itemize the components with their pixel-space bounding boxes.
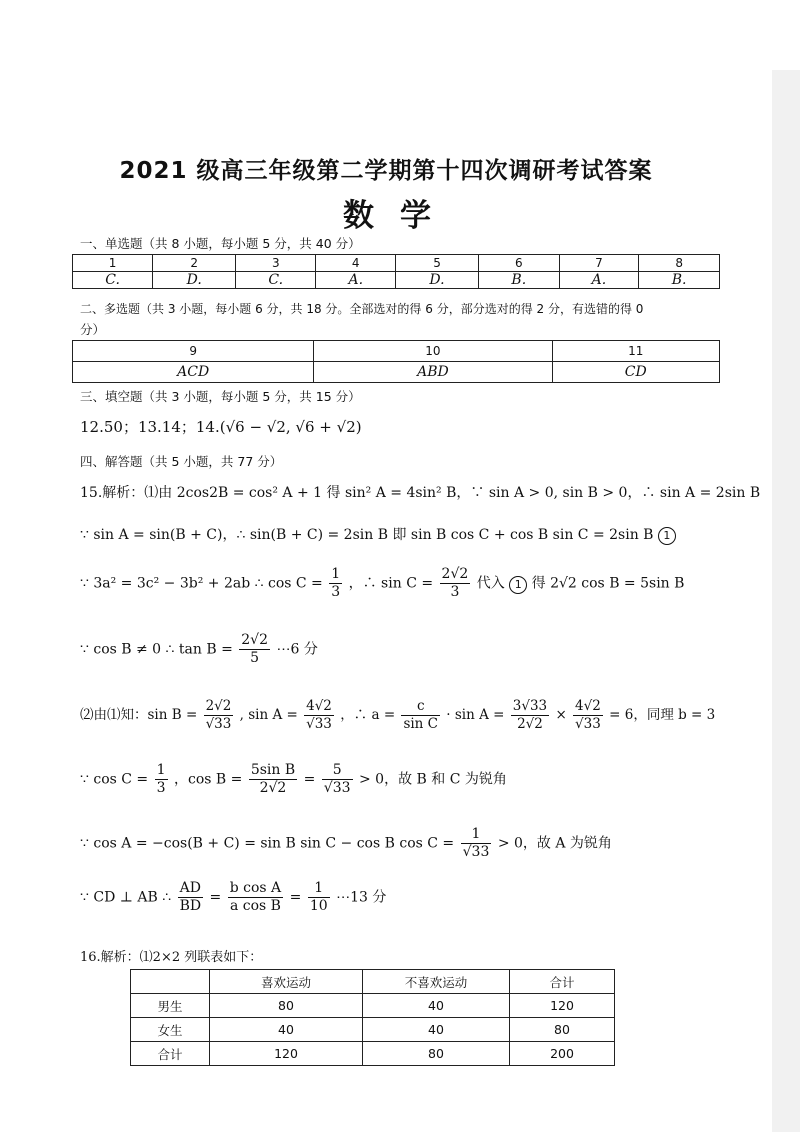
table-cell: 200 <box>510 1042 615 1066</box>
table-cell: 120 <box>210 1042 363 1066</box>
answer-cell: A. <box>316 272 396 289</box>
q15-line-5-part: × <box>555 707 567 723</box>
answer-cell: D. <box>396 272 479 289</box>
fraction <box>204 698 234 733</box>
q15-line-6-part: ∵ cos C = <box>80 771 149 788</box>
denominator: 2√2 <box>259 780 287 796</box>
fraction <box>228 880 283 915</box>
fraction <box>304 698 334 733</box>
numerator: c <box>401 698 440 716</box>
table-row <box>131 970 615 994</box>
answer-cell: ABD <box>314 362 552 383</box>
numerator: 4√2 <box>575 698 601 714</box>
q15-line-6-part: ，cos B = <box>173 771 243 788</box>
numerator: AD <box>178 880 204 898</box>
q15-line-1: 15.解析：⑴由 2cos2B = cos² A + 1 得 sin² A = 4sin² B，∵ sin A > 0, sin B > 0，∴ sin A = 2sin B <box>80 485 761 501</box>
q15-line-5-part: = 6，同理 b = 3 <box>609 707 716 723</box>
question-number: 1 <box>73 255 153 272</box>
answer-cell: B. <box>478 272 559 289</box>
q15-line-5 <box>80 698 715 733</box>
table-row <box>73 272 720 289</box>
numerator: 2√2 <box>205 698 232 714</box>
table-header-cell: 喜欢运动 <box>210 970 363 994</box>
fraction <box>440 566 471 601</box>
denominator: sin C <box>403 716 438 732</box>
answer-cell: B. <box>639 272 720 289</box>
contingency-table <box>130 969 615 1066</box>
denominator: a cos B <box>229 898 281 914</box>
fraction <box>461 826 492 861</box>
q15-line-5-part: ，∴ a = <box>340 707 396 723</box>
denominator: √33 <box>462 844 490 860</box>
table-header-cell: 不喜欢运动 <box>363 970 510 994</box>
numerator: 1 <box>331 566 341 582</box>
table-header-cell: 合计 <box>510 970 615 994</box>
question-number: 5 <box>396 255 479 272</box>
fraction <box>178 880 204 915</box>
table-row <box>73 255 720 272</box>
fraction <box>239 632 270 667</box>
fraction <box>329 566 342 601</box>
answer-cell: C. <box>73 272 153 289</box>
answer-cell: C. <box>236 272 316 289</box>
question-number: 9 <box>73 341 314 362</box>
section2-header: 二、多选题（共 3 小题，每小题 6 分，共 18 分。全部选对的得 6 分，部分选对的得 2 分，有选错的得 0 <box>80 302 644 316</box>
table-header-cell <box>131 970 210 994</box>
q15-line-6-part: > 0，故 B 和 C 为锐角 <box>358 771 507 788</box>
fraction <box>401 698 440 733</box>
table-row <box>73 341 720 362</box>
q15-line-3-part: ，∴ sin C = <box>348 575 434 592</box>
fraction <box>249 762 297 797</box>
fill-blank-answers: 12.50；13.14；14.(√6 − √2, √6 + √2) <box>80 418 362 436</box>
q15-line-4-part: ∵ cos B ≠ 0 ∴ tan B = <box>80 641 233 658</box>
table-row <box>131 1018 615 1042</box>
numerator: 1 <box>308 880 330 898</box>
q15-line-4 <box>80 632 318 667</box>
question-number: 2 <box>153 255 236 272</box>
table-cell: 女生 <box>131 1018 210 1042</box>
table-cell: 80 <box>210 994 363 1018</box>
q15-line-3-part: 得 2√2 cos B = 5sin B <box>531 575 685 592</box>
question-number: 6 <box>478 255 559 272</box>
q15-line-2-text: ∵ sin A = sin(B + C)，∴ sin(B + C) = 2sin B 即 sin B cos C + cos B sin C = 2sin B <box>80 527 654 543</box>
fraction <box>308 880 330 915</box>
denominator: 3 <box>450 584 460 600</box>
table-cell: 40 <box>363 1018 510 1042</box>
question-number: 7 <box>559 255 639 272</box>
equation-marker: 1 <box>658 527 676 545</box>
table-cell: 120 <box>510 994 615 1018</box>
q15-line-8 <box>80 880 386 915</box>
subject-heading: 数学 <box>343 198 457 234</box>
denominator: BD <box>179 898 202 914</box>
question-number: 10 <box>314 341 552 362</box>
q15-line-7-part: > 0，故 A 为锐角 <box>497 835 612 852</box>
q15-line-7 <box>80 826 612 861</box>
answer-cell: D. <box>153 272 236 289</box>
numerator: 4√2 <box>306 698 332 714</box>
section2-header-cont: 分） <box>80 322 106 337</box>
numerator: 1 <box>461 826 492 844</box>
denominator: √33 <box>323 780 351 796</box>
section4-header: 四、解答题（共 5 小题，共 77 分） <box>80 454 283 469</box>
q15-line-2 <box>80 524 676 545</box>
page-title: 2021 级高三年级第二学期第十四次调研考试答案 <box>119 158 653 184</box>
numerator: 1 <box>156 762 166 778</box>
fraction <box>511 698 549 733</box>
q15-line-8-part: = <box>209 889 222 906</box>
q15-line-8-part: ∵ CD ⊥ AB ∴ <box>80 889 172 906</box>
q15-line-3 <box>80 566 684 601</box>
denominator: 2√2 <box>517 716 543 732</box>
fraction <box>322 762 353 797</box>
q15-line-3-part: 代入 <box>476 575 505 592</box>
q15-line-6 <box>80 762 507 797</box>
denominator: 10 <box>309 898 328 914</box>
table-cell: 40 <box>363 994 510 1018</box>
table-cell: 40 <box>210 1018 363 1042</box>
numerator: 2√2 <box>241 632 269 648</box>
denominator: √33 <box>205 716 232 732</box>
table-cell: 80 <box>363 1042 510 1066</box>
q15-line-7-part: ∵ cos A = −cos(B + C) = sin B sin C − cos B cos C = <box>80 835 455 852</box>
table-cell: 80 <box>510 1018 615 1042</box>
table-cell: 男生 <box>131 994 210 1018</box>
table-row <box>131 994 615 1018</box>
table-row <box>73 362 720 383</box>
q15-line-3-part: ∵ 3a² = 3c² − 3b² + 2ab ∴ cos C = <box>80 575 323 592</box>
denominator: 3 <box>156 780 166 796</box>
answer-cell: A. <box>559 272 639 289</box>
numerator: b cos A <box>229 880 282 896</box>
denominator: 3 <box>331 584 341 600</box>
q15-line-5-part: , sin A = <box>239 707 298 723</box>
question-number: 11 <box>552 341 720 362</box>
multi-choice-table <box>72 340 720 383</box>
answer-cell: ACD <box>73 362 314 383</box>
numerator: 3√33 <box>512 698 548 714</box>
q15-line-5-part: · sin A = <box>446 707 505 723</box>
fraction <box>573 698 603 733</box>
q15-line-4-part: ⋯6 分 <box>276 641 318 658</box>
numerator: 5sin B <box>250 762 296 778</box>
q15-line-8-part: ⋯13 分 <box>336 889 387 906</box>
table-cell: 合计 <box>131 1042 210 1066</box>
numerator: 2√2 <box>441 566 469 582</box>
q16-intro: 16.解析：⑴2×2 列联表如下： <box>80 950 263 965</box>
denominator: 5 <box>250 650 260 666</box>
denominator: √33 <box>306 716 332 732</box>
single-choice-table <box>72 254 720 289</box>
section3-header: 三、填空题（共 3 小题，每小题 5 分，共 15 分） <box>80 389 361 404</box>
question-number: 3 <box>236 255 316 272</box>
numerator: 5 <box>322 762 353 780</box>
answer-cell: CD <box>552 362 720 383</box>
equation-marker: 1 <box>509 576 527 594</box>
question-number: 8 <box>639 255 720 272</box>
table-row <box>131 1042 615 1066</box>
section1-header: 一、单选题（共 8 小题，每小题 5 分，共 40 分） <box>80 236 361 251</box>
q15-line-8-part: = <box>289 889 302 906</box>
q15-line-6-part: = <box>303 771 316 788</box>
fraction <box>155 762 168 797</box>
q15-line-5-part: ⑵由⑴知：sin B = <box>80 707 198 723</box>
question-number: 4 <box>316 255 396 272</box>
denominator: √33 <box>575 716 601 732</box>
